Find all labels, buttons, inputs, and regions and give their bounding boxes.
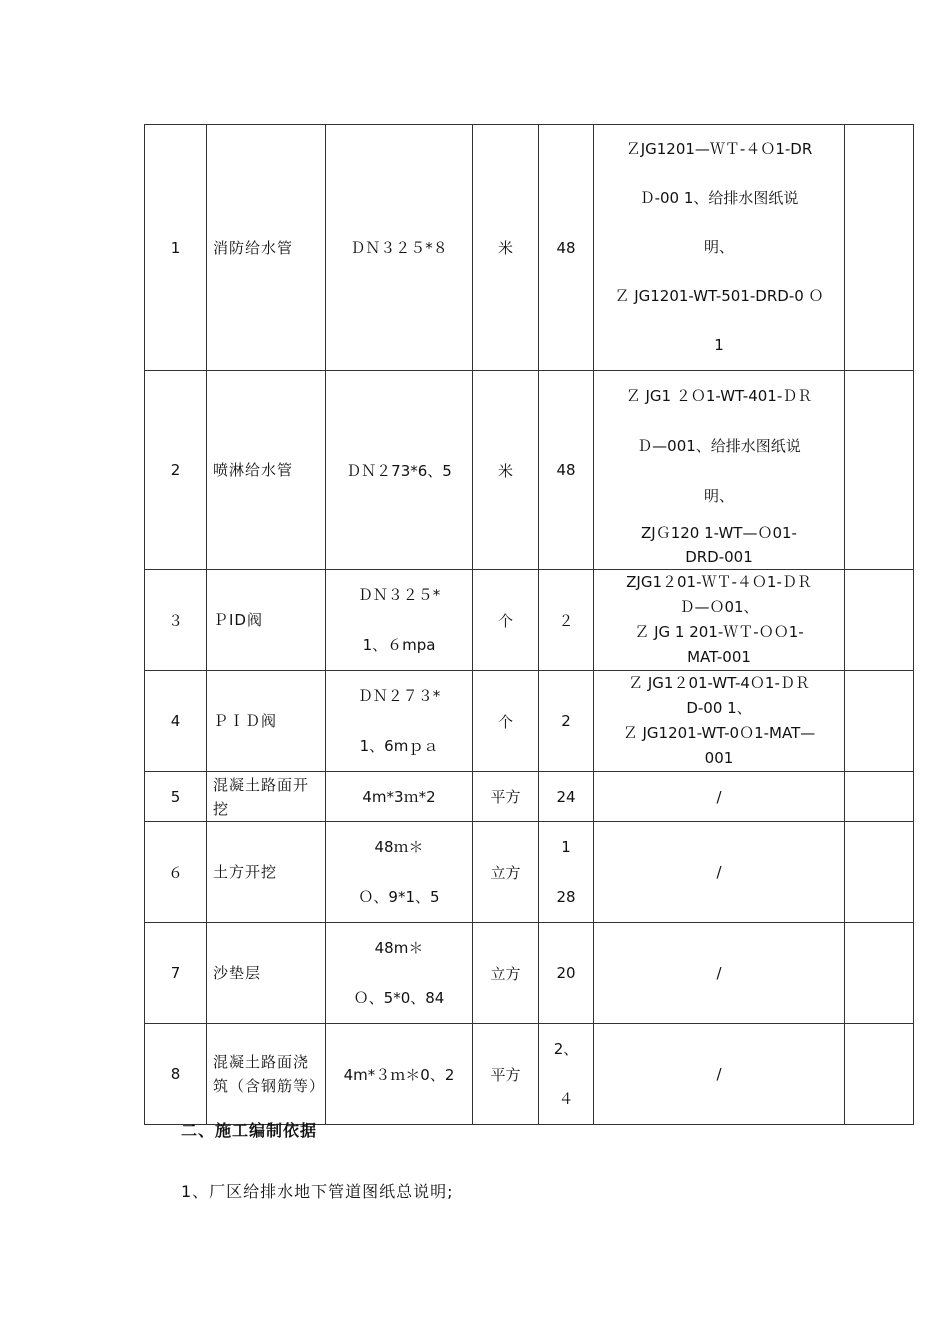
item-unit: 立方 [473,923,539,1024]
item-quantity [539,1024,594,1125]
item-drawing-reference [594,125,845,371]
item-name: 消防给水管 [207,125,326,371]
spec-line: Ｏ、9*1、5 [358,888,440,906]
reference-line: Ｄ-00 1、给排水图纸说 [639,189,799,207]
reference-line: Ｚ JG1201-WT-501-DRD-0 Ｏ [614,287,824,305]
table-row [145,570,914,671]
row-number: 4 [145,671,207,772]
item-spec [326,822,473,923]
item-unit: 平方 [473,772,539,822]
table-row [145,125,914,371]
item-note [845,570,914,671]
reference-line: Ｚ JG 1 201-ＷＴ-ＯＯ1- [634,623,804,641]
reference-line: ZJＧ120 1-WT—Ｏ01- [641,524,797,542]
item-quantity: 48 [539,371,594,570]
item-note [845,125,914,371]
row-number: 2 [145,371,207,570]
item-unit: 米 [473,371,539,570]
reference-line: Ｚ JG1２01-WT-4Ｏ1-ＤＲ [628,674,810,692]
item-note [845,371,914,570]
item-name: 沙垫层 [207,923,326,1024]
item-note [845,1024,914,1125]
item-unit: 平方 [473,1024,539,1125]
table-row [145,772,914,822]
row-number: ３ [145,570,207,671]
item-spec [326,570,473,671]
item-quantity: 2 [539,671,594,772]
item-note [845,822,914,923]
spec-line: Ｏ、5*0、84 [353,989,445,1007]
row-number: 7 [145,923,207,1024]
item-name: ＰID阀 [207,570,326,671]
table-row [145,923,914,1024]
spec-line: ＤＮ３２５* [357,586,441,604]
item-spec: ＤＮ２73*6、5 [326,371,473,570]
spec-line: 48m＊ [374,939,424,957]
table-row [145,671,914,772]
quantity-line: ４ [558,1090,574,1108]
quantity-line: 1 [561,838,571,856]
item-quantity: 24 [539,772,594,822]
item-drawing-reference [594,671,845,772]
item-unit: 个 [473,570,539,671]
item-note [845,772,914,822]
reference-line: D-00 1、 [686,699,752,717]
reference-line: 1 [714,336,724,354]
item-spec: ＤＮ３２５*８ [326,125,473,371]
item-name: 混凝土路面浇筑（含钢筋等） [207,1024,326,1125]
table-row [145,1024,914,1125]
row-number: 5 [145,772,207,822]
table-row [145,371,914,570]
item-spec: 4m*３ｍ＊0、2 [326,1024,473,1125]
item-name: 混凝土路面开挖 [207,772,326,822]
quantity-line: 28 [556,888,576,906]
row-number: ６ [145,822,207,923]
item-name: ＰＩＤ阀 [207,671,326,772]
item-drawing-reference: / [594,822,845,923]
item-drawing-reference: / [594,772,845,822]
item-name: 土方开挖 [207,822,326,923]
item-drawing-reference [594,570,845,671]
row-number: 8 [145,1024,207,1125]
reference-line: Ｚ JG1 ２Ｏ1-WT-401-ＤＲ [625,387,813,405]
reference-line: 明、 [703,238,734,256]
reference-line: Ｄ—Ｏ01、 [679,598,759,616]
spec-line: 1、6mｐａ [359,737,439,755]
spec-line: 1、６mpa [362,636,436,654]
item-note [845,671,914,772]
paragraph: 1、厂区给排水地下管道图纸总说明; [181,1182,454,1201]
item-unit: 立方 [473,822,539,923]
reference-line: 001 [704,749,734,767]
spec-line: 48ｍ＊ [374,838,424,856]
item-drawing-reference [594,371,845,570]
item-unit: 个 [473,671,539,772]
item-unit: 米 [473,125,539,371]
item-drawing-reference: / [594,1024,845,1125]
row-number: 1 [145,125,207,371]
table-row [145,822,914,923]
item-name: 喷淋给水管 [207,371,326,570]
reference-line: ＺJG1201—ＷＴ-４Ｏ1-DR [625,140,813,158]
item-quantity: 20 [539,923,594,1024]
section-heading: 二、施工编制依据 [181,1121,318,1140]
item-spec: 4m*3ｍ*2 [326,772,473,822]
item-note [845,923,914,1024]
item-quantity: 48 [539,125,594,371]
item-quantity: ２ [539,570,594,671]
item-spec [326,671,473,772]
reference-line: ZJG1２01-ＷＴ-４Ｏ1-ＤＲ [626,573,812,591]
item-drawing-reference: / [594,923,845,1024]
quantity-table [144,124,914,1125]
reference-line: 明、 [703,487,734,505]
spec-line: ＤＮ２７３* [357,687,441,705]
item-quantity [539,822,594,923]
reference-line: Ｄ—001、给排水图纸说 [637,437,801,455]
reference-line: DRD-001 [685,548,753,566]
quantity-line: 2、 [553,1040,579,1058]
reference-line: Ｚ JG1201-WT-0Ｏ1-MAT— [622,724,816,742]
reference-line: MAT-001 [687,648,751,666]
item-spec [326,923,473,1024]
